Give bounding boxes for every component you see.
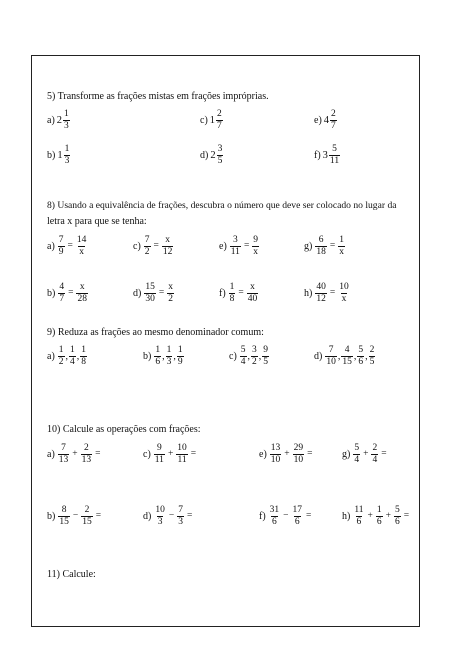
fraction-denominator: 2	[58, 356, 64, 367]
fraction-denominator: 28	[77, 293, 87, 304]
fraction-denominator: 7	[217, 120, 222, 131]
question-8-line-2: letra x para que se tenha:	[47, 216, 147, 227]
fraction	[376, 505, 383, 528]
exercise-label: d)	[133, 287, 142, 299]
fraction	[58, 505, 70, 528]
fraction	[329, 144, 340, 167]
fraction-numerator: 5	[394, 504, 400, 515]
minus-sign: −	[283, 511, 289, 521]
fraction-denominator: 13	[81, 454, 92, 465]
fraction-numerator: 1	[58, 344, 64, 355]
fraction-numerator: 1	[177, 344, 183, 355]
exercise-item	[229, 343, 270, 369]
fraction	[341, 345, 353, 368]
fraction-numerator: 5	[240, 344, 246, 355]
fraction-numerator: 3	[217, 143, 223, 154]
fraction-numerator: 29	[293, 442, 304, 453]
plus-sign: +	[167, 449, 174, 459]
fraction	[262, 345, 269, 368]
equals-sign: =	[381, 449, 387, 459]
mixed-whole-part: 3	[322, 149, 328, 161]
fraction-denominator: x	[339, 246, 344, 257]
fraction-denominator: 11	[177, 454, 187, 465]
fraction	[353, 505, 364, 528]
fraction-numerator: 4	[344, 344, 350, 355]
fraction-denominator: 3	[64, 155, 70, 166]
fraction	[177, 345, 184, 368]
comma-separator: ,	[162, 350, 165, 362]
fraction-numerator: 7	[144, 234, 150, 245]
fraction-numerator: x	[168, 281, 173, 292]
minus-sign: −	[72, 511, 79, 521]
fraction	[80, 345, 87, 368]
equals-sign: =	[403, 511, 410, 521]
fraction-numerator: 9	[253, 234, 259, 245]
exercise-item	[342, 503, 411, 529]
fraction	[338, 235, 345, 258]
fraction-numerator: 1	[64, 108, 69, 119]
exercise-item	[47, 441, 103, 467]
fraction-denominator: 4	[240, 356, 246, 367]
comma-separator: ,	[337, 350, 341, 362]
fraction	[315, 282, 327, 305]
fraction-numerator: 40	[316, 281, 326, 292]
comma-separator: ,	[76, 350, 80, 362]
fraction	[64, 144, 71, 167]
question-9-title: 9) Reduza as frações ao mesmo denominador comum:	[47, 327, 264, 338]
fraction	[357, 345, 364, 368]
exercise-item	[304, 233, 346, 259]
fraction-denominator: 10	[326, 356, 336, 367]
fraction-numerator: 14	[76, 234, 87, 245]
fraction-numerator: x	[250, 281, 255, 292]
fraction	[76, 235, 88, 258]
comma-separator: ,	[247, 350, 251, 362]
fraction-numerator: 7	[328, 344, 334, 355]
fraction-denominator: 6	[394, 516, 400, 527]
exercise-label: d)	[314, 350, 323, 362]
exercise-label: c)	[200, 114, 208, 126]
fraction-denominator: 3	[178, 516, 183, 527]
fraction-denominator: 11	[154, 454, 164, 465]
exercise-label: b)	[143, 350, 152, 362]
fraction-denominator: 3	[64, 120, 69, 131]
fraction	[58, 235, 65, 258]
fraction	[338, 282, 350, 305]
equals-sign: =	[95, 511, 102, 521]
fraction-numerator: 7	[58, 234, 64, 245]
fraction-denominator: 6	[272, 516, 277, 527]
fraction	[154, 345, 161, 368]
fraction-denominator: 5	[217, 155, 223, 166]
comma-separator: ,	[365, 350, 368, 362]
mixed-whole-part: 1	[209, 114, 216, 126]
fraction-numerator: 2	[331, 108, 336, 119]
fraction	[166, 345, 173, 368]
exercise-label: h)	[342, 510, 351, 522]
fraction	[176, 443, 188, 466]
exercise-label: f)	[259, 510, 266, 522]
comma-separator: ,	[258, 350, 262, 362]
equals-sign: =	[307, 449, 313, 459]
minus-sign: −	[168, 511, 175, 521]
exercise-item	[314, 142, 341, 168]
fraction	[252, 235, 259, 258]
fraction	[371, 443, 378, 466]
exercise-item	[200, 107, 224, 133]
fraction-numerator: 7	[178, 504, 183, 515]
fraction	[58, 443, 70, 466]
fraction	[144, 282, 156, 305]
question-5-title: 5) Transforme as frações mistas em frações impróprias.	[47, 91, 269, 102]
fraction-numerator: 1	[376, 504, 382, 515]
equals-sign: =	[153, 241, 159, 251]
fraction-numerator: 2	[84, 504, 90, 515]
mixed-whole-part: 1	[57, 149, 63, 161]
exercise-item	[47, 142, 71, 168]
fraction	[63, 109, 70, 132]
fraction-denominator: 8	[229, 293, 235, 304]
fraction	[58, 345, 65, 368]
comma-separator: ,	[173, 350, 176, 362]
exercise-item	[342, 441, 389, 467]
plus-sign: +	[72, 449, 78, 459]
worksheet-frame	[31, 55, 420, 627]
exercise-label: a)	[47, 448, 55, 460]
fraction-denominator: 15	[342, 356, 352, 367]
fraction-numerator: x	[79, 281, 85, 292]
fraction-denominator: 9	[58, 246, 64, 257]
fraction-denominator: 30	[145, 293, 155, 304]
exercise-label: c)	[133, 240, 141, 252]
exercise-label: e)	[259, 448, 267, 460]
mixed-whole-part: 2	[210, 149, 216, 161]
fraction	[270, 443, 282, 466]
exercise-label: a)	[47, 114, 55, 126]
exercise-item	[143, 503, 194, 529]
question-10-title: 10) Calcule as operações com frações:	[47, 424, 201, 435]
fraction-denominator: x	[79, 246, 85, 257]
exercise-item	[143, 343, 185, 369]
fraction-numerator: 31	[269, 504, 280, 515]
fraction	[162, 235, 174, 258]
fraction-denominator: 5	[263, 356, 269, 367]
fraction-numerator: 5	[358, 344, 364, 355]
fraction-numerator: 10	[339, 281, 349, 292]
fraction-numerator: 2	[369, 344, 375, 355]
exercise-item	[259, 503, 313, 529]
fraction-denominator: 15	[82, 516, 92, 527]
fraction	[81, 443, 93, 466]
equals-sign: =	[190, 449, 197, 459]
fraction-denominator: 15	[59, 516, 69, 527]
mixed-whole-part: 4	[323, 114, 330, 126]
fraction-denominator: 4	[354, 454, 360, 465]
equals-sign: =	[329, 288, 336, 298]
fraction-numerator: 2	[372, 442, 378, 453]
fraction-numerator: 4	[59, 281, 65, 292]
exercise-label: b)	[47, 287, 56, 299]
fraction	[325, 345, 337, 368]
fraction-denominator: 18	[316, 246, 326, 257]
equals-sign: =	[238, 288, 244, 298]
fraction-numerator: 11	[354, 504, 364, 515]
comma-separator: ,	[65, 350, 69, 362]
fraction	[229, 282, 236, 305]
fraction-denominator: 3	[157, 516, 163, 527]
exercise-label: a)	[47, 240, 55, 252]
fraction-numerator: 13	[270, 442, 281, 453]
fraction-denominator: 4	[372, 454, 378, 465]
fraction-denominator: 10	[270, 454, 281, 465]
exercise-item	[47, 503, 103, 529]
equals-sign: =	[95, 449, 101, 459]
fraction-numerator: 1	[339, 234, 344, 245]
equals-sign: =	[243, 241, 250, 251]
fraction-numerator: x	[165, 234, 171, 245]
exercise-item	[314, 343, 376, 369]
exercise-item	[219, 233, 260, 259]
fraction-numerator: 2	[84, 442, 89, 453]
fraction-denominator: 12	[316, 293, 326, 304]
fraction-numerator: 3	[232, 234, 238, 245]
fraction-numerator: 5	[354, 442, 360, 453]
exercise-label: f)	[219, 287, 226, 299]
fraction	[394, 505, 401, 528]
fraction-denominator: 2	[252, 356, 257, 367]
fraction-numerator: 9	[263, 344, 269, 355]
fraction-denominator: 9	[177, 356, 183, 367]
exercise-label: f)	[314, 149, 321, 161]
fraction-numerator: 1	[70, 344, 75, 355]
fraction	[230, 235, 241, 258]
fraction-denominator: 6	[358, 356, 364, 367]
fraction-numerator: 2	[217, 108, 222, 119]
fraction	[69, 345, 76, 368]
exercise-label: b)	[47, 510, 56, 522]
exercise-item	[47, 280, 89, 306]
fraction-numerator: 8	[61, 504, 67, 515]
fraction	[240, 345, 247, 368]
fraction-denominator: 8	[81, 356, 87, 367]
exercise-label: c)	[229, 350, 237, 362]
fraction	[330, 109, 337, 132]
fraction	[154, 505, 166, 528]
fraction	[247, 282, 259, 305]
fraction-denominator: 10	[293, 454, 304, 465]
fraction	[293, 443, 305, 466]
exercise-label: b)	[47, 149, 56, 161]
fraction	[76, 282, 88, 305]
fraction	[167, 282, 174, 305]
exercise-label: g)	[342, 448, 351, 460]
fraction	[154, 443, 165, 466]
plus-sign: +	[385, 511, 391, 521]
fraction-denominator: x	[341, 293, 347, 304]
fraction-numerator: 1	[81, 344, 87, 355]
fraction-numerator: 17	[292, 504, 303, 515]
fraction-denominator: 7	[331, 120, 336, 131]
fraction	[216, 109, 223, 132]
fraction	[81, 505, 93, 528]
fraction-denominator: 2	[168, 293, 173, 304]
fraction-denominator: 6	[376, 516, 382, 527]
fraction	[353, 443, 360, 466]
plus-sign: +	[363, 449, 369, 459]
plus-sign: +	[284, 449, 290, 459]
fraction-denominator: 5	[369, 356, 375, 367]
fraction-numerator: 1	[166, 344, 172, 355]
fraction	[144, 235, 151, 258]
fraction	[251, 345, 258, 368]
exercise-item	[219, 280, 259, 306]
exercise-item	[143, 441, 198, 467]
fraction	[58, 282, 65, 305]
fraction-numerator: 10	[155, 504, 165, 515]
fraction-numerator: 1	[155, 344, 161, 355]
fraction-denominator: 6	[356, 516, 362, 527]
exercise-item	[47, 107, 71, 133]
equals-sign: =	[306, 511, 312, 521]
fraction-numerator: 3	[252, 344, 257, 355]
exercise-item	[259, 441, 315, 467]
fraction	[177, 505, 184, 528]
comma-separator: ,	[353, 350, 357, 362]
exercise-label: e)	[314, 114, 322, 126]
fraction-denominator: 11	[230, 246, 240, 257]
fraction-denominator: 6	[155, 356, 161, 367]
fraction	[369, 345, 376, 368]
fraction-numerator: 7	[61, 442, 66, 453]
exercise-label: a)	[47, 350, 55, 362]
fraction-numerator: 10	[177, 442, 187, 453]
fraction-numerator: 15	[145, 281, 155, 292]
fraction-denominator: 3	[166, 356, 172, 367]
fraction-denominator: x	[253, 246, 259, 257]
exercise-item	[133, 280, 175, 306]
question-11-title: 11) Calcule:	[47, 569, 96, 580]
fraction	[292, 505, 304, 528]
question-8-line-1: 8) Usando a equivalência de frações, descubra o número que deve ser colocado no lugar da	[47, 200, 397, 211]
mixed-whole-part: 2	[56, 114, 63, 126]
fraction-denominator: 12	[162, 246, 173, 257]
exercise-item	[304, 280, 351, 306]
fraction-numerator: 6	[318, 234, 324, 245]
fraction-numerator: 1	[64, 143, 70, 154]
fraction	[315, 235, 327, 258]
exercise-item	[47, 343, 88, 369]
equals-sign: =	[68, 288, 74, 298]
exercise-label: d)	[143, 510, 152, 522]
equals-sign: =	[329, 241, 336, 251]
fraction-denominator: 11	[329, 155, 340, 166]
fraction	[269, 505, 281, 528]
fraction-denominator: 4	[70, 356, 75, 367]
fraction-denominator: 6	[294, 516, 300, 527]
fraction-numerator: 1	[229, 281, 235, 292]
fraction-numerator: 5	[332, 143, 337, 154]
fraction	[217, 144, 224, 167]
equals-sign: =	[158, 288, 165, 298]
fraction-denominator: 13	[58, 454, 69, 465]
fraction-numerator: 9	[156, 442, 162, 453]
exercise-item	[200, 142, 224, 168]
exercise-item	[314, 107, 338, 133]
exercise-item	[133, 233, 174, 259]
exercise-label: h)	[304, 287, 313, 299]
equals-sign: =	[67, 241, 73, 251]
exercise-label: e)	[219, 240, 227, 252]
exercise-item	[47, 233, 88, 259]
exercise-label: d)	[200, 149, 209, 161]
fraction-denominator: 7	[59, 293, 65, 304]
plus-sign: +	[367, 511, 373, 521]
fraction-denominator: 40	[247, 293, 258, 304]
fraction-denominator: 2	[144, 246, 150, 257]
equals-sign: =	[186, 511, 193, 521]
exercise-label: c)	[143, 448, 151, 460]
exercise-label: g)	[304, 240, 313, 252]
